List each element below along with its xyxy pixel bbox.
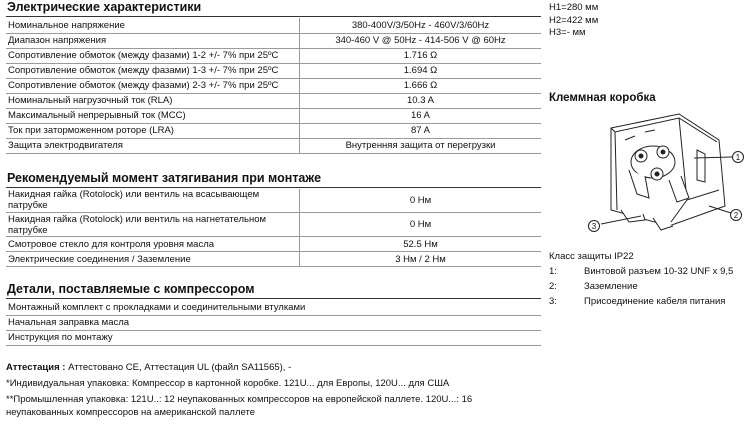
callout-1-label: 1	[735, 153, 741, 162]
row-label: Номинальный нагрузочный ток (RLA)	[6, 93, 300, 108]
row-value: 0 Нм	[300, 189, 542, 213]
row-value: 1.716 Ω	[300, 48, 542, 63]
protection-class: Класс защиты IP22	[549, 251, 634, 262]
electrical-section-title: Электрические характеристики	[6, 0, 541, 17]
row-label: Электрические соединения / Заземление	[6, 252, 300, 267]
row-value: 380-400V/3/50Hz - 460V/3/60Hz	[300, 18, 542, 33]
table-row	[6, 63, 541, 78]
legend-number: 2:	[549, 281, 557, 292]
row-value: 3 Нм / 2 Нм	[300, 252, 542, 267]
row-label: Номинальное напряжение	[6, 18, 300, 33]
row-value: 87 A	[300, 123, 542, 138]
legend-text: Заземление	[584, 281, 638, 292]
table-row	[6, 189, 541, 213]
legend-number: 1:	[549, 266, 557, 277]
row-value: 10.3 A	[300, 93, 542, 108]
left-column	[6, 0, 541, 419]
note-individual-packaging: *Индивидуальная упаковка: Компрессор в картонной коробке. 121U... для Европы, 120U... для США	[6, 377, 450, 389]
terminal-box-title: Клеммная коробка	[549, 92, 656, 104]
row-label: Начальная заправка масла	[6, 315, 541, 330]
terminal-box-diagram	[549, 110, 749, 238]
row-label: Смотровое стекло для контроля уровня масла	[6, 237, 300, 252]
row-label: Сопротивление обмоток (между фазами) 1-2 +/- 7% при 25ºC	[6, 48, 300, 63]
table-row	[6, 252, 541, 267]
attestation-label: Аттестация :	[6, 361, 66, 373]
table-row	[6, 237, 541, 252]
legend-item	[549, 264, 733, 279]
attestation-text: Аттестовано CE, Аттестация UL (файл SA11565), -	[65, 361, 292, 373]
table-row	[6, 300, 541, 315]
table-row	[6, 93, 541, 108]
table-row	[6, 33, 541, 48]
row-value: Внутренняя защита от перегрузки	[300, 138, 542, 153]
row-value: 1.666 Ω	[300, 78, 542, 93]
note-industrial-packaging: **Промышленная упаковка: 121U..: 12 неупакованных компрессоров на европейской паллете. 120U...: 16 неупакованных компрессоров на американской паллете	[6, 393, 473, 418]
row-value: 340-460 V @ 50Hz - 414-506 V @ 60Hz	[300, 33, 542, 48]
table-row	[6, 18, 541, 33]
dimension-h3: H3=- мм	[549, 27, 586, 38]
row-value: 1.694 Ω	[300, 63, 542, 78]
table-row	[6, 213, 541, 237]
row-value: 16 A	[300, 108, 542, 123]
row-label: Накидная гайка (Rotolock) или вентиль на всасывающем патрубке	[6, 189, 300, 213]
table-row	[6, 330, 541, 345]
torque-table	[6, 189, 541, 268]
legend-number: 3:	[549, 296, 557, 307]
row-value: 52.5 Нм	[300, 237, 542, 252]
dimension-h2: H2=422 мм	[549, 14, 599, 26]
row-label: Монтажный комплект с прокладками и соединительными втулками	[6, 300, 541, 315]
dimension-h1: H1=280 мм	[549, 2, 599, 13]
table-row	[6, 78, 541, 93]
supplied-table	[6, 300, 541, 346]
attestation-line	[6, 361, 541, 374]
row-label: Сопротивление обмоток (между фазами) 2-3 +/- 7% при 25ºC	[6, 78, 300, 93]
table-row	[6, 315, 541, 330]
table-row	[6, 138, 541, 153]
row-label: Инструкция по монтажу	[6, 330, 541, 345]
legend-item	[549, 279, 733, 294]
row-label: Накидная гайка (Rotolock) или вентиль на нагнетательном патрубке	[6, 213, 300, 237]
row-label: Ток при заторможенном роторе (LRA)	[6, 123, 300, 138]
table-row	[6, 108, 541, 123]
row-label: Сопротивление обмоток (между фазами) 1-3 +/- 7% при 25ºC	[6, 63, 300, 78]
legend-text: Винтовой разъем 10-32 UNF x 9,5	[584, 266, 734, 277]
terminal-legend	[549, 264, 733, 309]
row-label: Диапазон напряжения	[6, 33, 300, 48]
callout-2-label: 2	[733, 211, 739, 220]
legend-item	[549, 294, 733, 309]
table-row	[6, 48, 541, 63]
legend-text: Присоединение кабеля питания	[584, 296, 726, 307]
torque-section-title: Рекомендуемый момент затягивания при монтаже	[6, 171, 541, 188]
supplied-section-title: Детали, поставляемые с компрессором	[6, 282, 541, 299]
row-label: Защита электродвигателя	[6, 138, 300, 153]
row-value: 0 Нм	[300, 213, 542, 237]
table-row	[6, 123, 541, 138]
dimensions-list	[549, 2, 598, 40]
row-label: Максимальный непрерывный ток (MCC)	[6, 108, 300, 123]
callout-3-label: 3	[591, 222, 597, 231]
electrical-table	[6, 18, 541, 154]
